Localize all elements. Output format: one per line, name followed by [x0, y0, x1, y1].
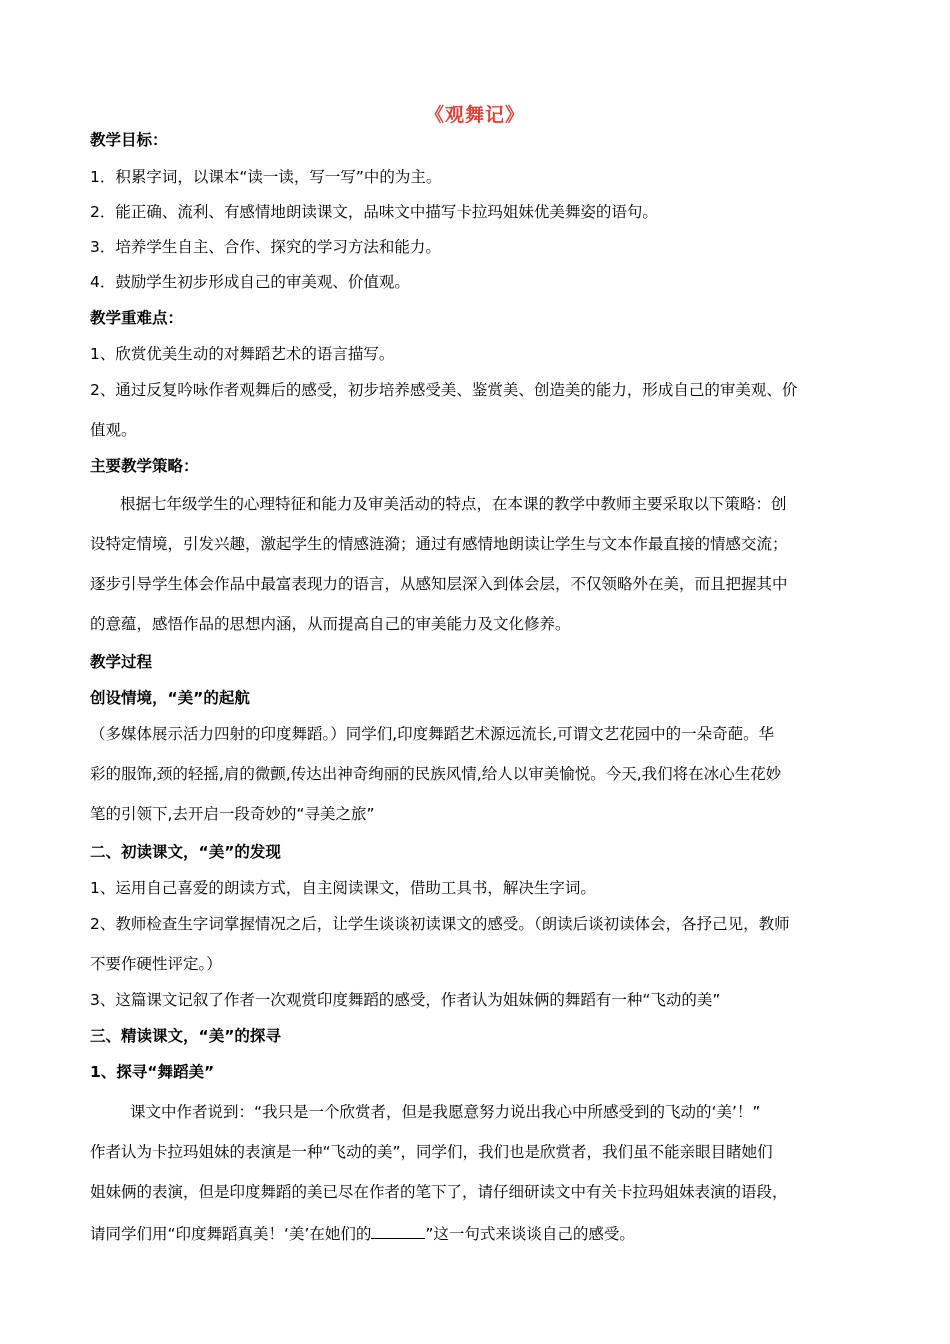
difficulty-item: 2、通过反复吟咏作者观舞后的感受，初步培养感受美、鉴赏美、创造美的能力，形成自己的审美观、价 — [90, 381, 798, 399]
paragraph-line: 彩的服饰,颈的轻摇,肩的微颤,传达出神奇绚丽的民族风情,给人以审美愉悦。今天,我们将在冰心生花妙 — [90, 765, 782, 783]
paragraph-line: 笔的引领下,去开启一段奇妙的“寻美之旅” — [90, 805, 375, 823]
section-heading: 教学目标： — [90, 131, 168, 149]
section-heading: 教学重难点： — [90, 309, 184, 327]
paragraph-line: （多媒体展示活力四射的印度舞蹈。）同学们,印度舞蹈艺术源远流长,可谓文艺花园中的一朵奇葩。华 — [90, 725, 775, 743]
paragraph-line: 姐妹俩的表演，但是印度舞蹈的美已尽在作者的笔下了，请仔细研读文中有关卡拉玛姐妹表演的语段， — [90, 1183, 788, 1201]
step-item-cont: 不要作硬性评定。） — [90, 955, 222, 973]
section-heading: 主要教学策略： — [90, 457, 199, 475]
subsection-heading: 创设情境，“美”的起航 — [90, 689, 250, 707]
subsection-heading: 1、探寻“舞蹈美” — [90, 1063, 215, 1081]
paragraph-line: 设特定情境，引发兴趣，激起学生的情感涟漪；通过有感情地朗读让学生与文本作最直接的情感交流； — [90, 535, 788, 553]
objective-item: 1．积累字词，以课本“读一读，写一写”中的为主。 — [90, 168, 442, 186]
paragraph-line: 根据七年级学生的心理特征和能力及审美活动的特点，在本课的教学中教师主要采取以下策略：创 — [120, 495, 787, 513]
paragraph-line — [90, 1222, 635, 1244]
prompt-text-end: ”这一句式来谈谈自己的感受。 — [425, 1225, 635, 1243]
fill-in-blank — [371, 1222, 425, 1239]
step-item: 1、运用自己喜爱的朗读方式，自主阅读课文，借助工具书，解决生字词。 — [90, 879, 596, 897]
difficulty-item: 1、欣赏优美生动的对舞蹈艺术的语言描写。 — [90, 345, 395, 363]
document-title: 《观舞记》 — [424, 104, 525, 126]
objective-item: 4．鼓励学生初步形成自己的审美观、价值观。 — [90, 273, 410, 291]
paragraph-line: 逐步引导学生体会作品中最富表现力的语言，从感知层深入到体会层，不仅领略外在美，而且把握其中 — [90, 575, 788, 593]
paragraph-line: 的意蕴，感悟作品的思想内涵，从而提高自己的审美能力及文化修养。 — [90, 615, 571, 633]
step-item: 2、教师检查生字词掌握情况之后，让学生谈谈初读课文的感受。（朗读后谈初读体会，各抒己见，教师 — [90, 915, 790, 933]
step-item: 3、这篇课文记叙了作者一次观赏印度舞蹈的感受，作者认为姐妹俩的舞蹈有一种“飞动的美” — [90, 991, 721, 1009]
prompt-text-start: 请同学们用“印度舞蹈真美！‘美’在她们的 — [90, 1225, 372, 1243]
objective-item: 2．能正确、流利、有感情地朗读课文，品味文中描写卡拉玛姐妹优美舞姿的语句。 — [90, 203, 658, 221]
objective-item: 3．培养学生自主、合作、探究的学习方法和能力。 — [90, 238, 441, 256]
subsection-heading: 二、初读课文，“美”的发现 — [90, 843, 281, 861]
subsection-heading: 三、精读课文，“美”的探寻 — [90, 1027, 281, 1045]
difficulty-item-cont: 值观。 — [90, 421, 137, 439]
paragraph-line: 课文中作者说到：“我只是一个欣赏者，但是我愿意努力说出我心中所感受到的飞动的‘美’！” — [130, 1103, 761, 1121]
section-heading: 教学过程 — [90, 653, 153, 671]
paragraph-line: 作者认为卡拉玛姐妹的表演是一种“飞动的美”，同学们，我们也是欣赏者，我们虽不能亲眼目睹她们 — [90, 1143, 773, 1161]
